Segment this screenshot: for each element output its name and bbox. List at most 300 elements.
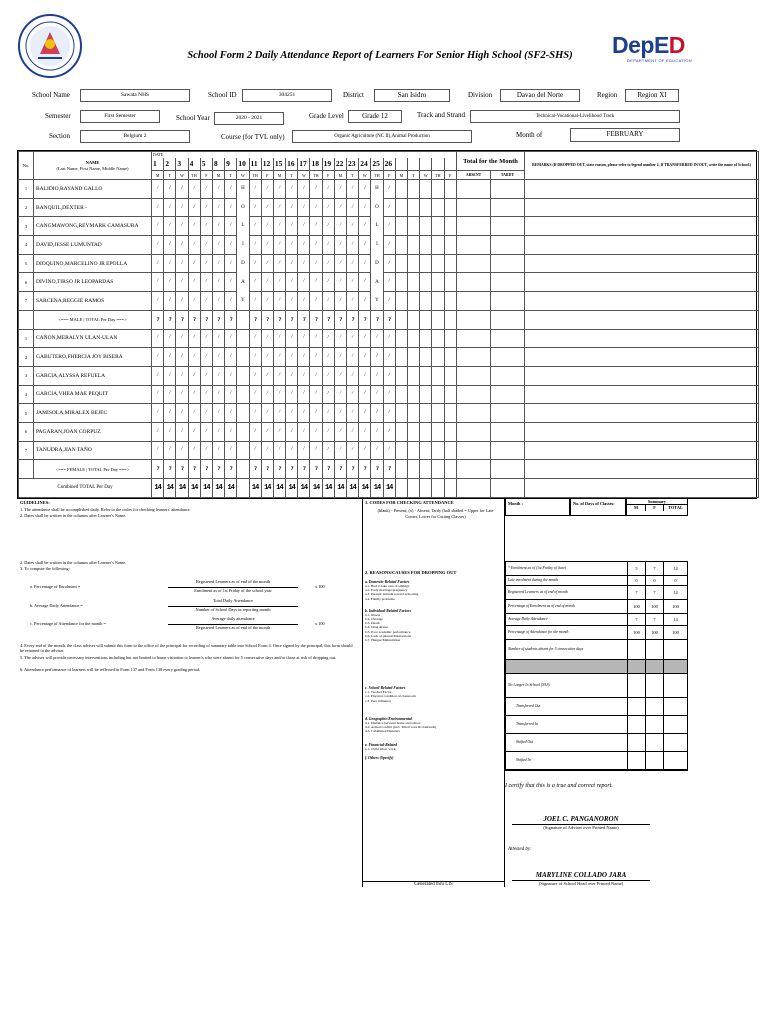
attendance-cell[interactable] xyxy=(407,422,419,441)
attendance-mark[interactable]: / xyxy=(212,254,224,273)
attendance-mark[interactable]: / xyxy=(152,348,164,367)
attendance-cell[interactable] xyxy=(395,180,407,199)
attendance-mark[interactable]: / xyxy=(298,180,310,199)
attendance-cell[interactable] xyxy=(420,404,432,423)
attendance-mark[interactable]: / xyxy=(225,292,237,311)
attendance-mark[interactable]: / xyxy=(347,422,359,441)
attendance-mark[interactable]: / xyxy=(188,198,200,217)
attendance-cell[interactable] xyxy=(432,385,444,404)
attendance-cell[interactable] xyxy=(432,273,444,292)
attendance-mark[interactable]: / xyxy=(334,422,346,441)
attendance-mark[interactable]: / xyxy=(359,348,371,367)
attendance-cell[interactable] xyxy=(432,217,444,236)
attendance-mark[interactable]: / xyxy=(322,422,334,441)
attendance-mark[interactable]: / xyxy=(383,180,395,199)
attendance-mark[interactable]: / xyxy=(359,273,371,292)
attendance-cell[interactable] xyxy=(395,441,407,460)
attendance-mark[interactable]: / xyxy=(164,254,176,273)
attendance-mark[interactable]: / xyxy=(225,441,237,460)
attendance-mark[interactable]: / xyxy=(261,198,273,217)
attendance-mark[interactable]: / xyxy=(334,329,346,348)
attendance-mark[interactable]: / xyxy=(176,254,188,273)
attendance-mark[interactable]: / xyxy=(310,236,322,255)
attendance-mark[interactable]: / xyxy=(334,180,346,199)
attendance-mark[interactable]: / xyxy=(359,236,371,255)
attendance-mark[interactable]: / xyxy=(347,404,359,423)
attendance-mark[interactable]: / xyxy=(383,404,395,423)
attendance-cell[interactable] xyxy=(432,348,444,367)
attendance-mark[interactable]: / xyxy=(164,292,176,311)
attendance-mark[interactable]: / xyxy=(383,273,395,292)
attendance-mark[interactable]: / xyxy=(298,292,310,311)
attendance-mark[interactable]: / xyxy=(261,329,273,348)
attendance-cell[interactable] xyxy=(444,198,457,217)
attendance-mark[interactable]: / xyxy=(371,366,383,385)
attendance-mark[interactable]: / xyxy=(347,254,359,273)
attendance-cell[interactable] xyxy=(444,385,457,404)
attendance-cell[interactable] xyxy=(432,441,444,460)
attendance-cell[interactable] xyxy=(395,348,407,367)
attendance-mark[interactable]: / xyxy=(359,292,371,311)
attendance-cell[interactable] xyxy=(395,422,407,441)
attendance-cell[interactable] xyxy=(432,292,444,311)
attendance-cell[interactable] xyxy=(237,329,249,348)
attendance-mark[interactable]: / xyxy=(371,385,383,404)
attendance-mark[interactable]: / xyxy=(298,217,310,236)
attendance-mark[interactable]: / xyxy=(359,329,371,348)
attendance-mark[interactable]: / xyxy=(310,366,322,385)
attendance-mark[interactable]: / xyxy=(249,348,261,367)
attendance-mark[interactable]: / xyxy=(176,292,188,311)
attendance-mark[interactable]: / xyxy=(273,329,285,348)
attendance-mark[interactable]: / xyxy=(310,180,322,199)
attendance-mark[interactable]: / xyxy=(347,366,359,385)
attendance-cell[interactable] xyxy=(407,366,419,385)
attendance-mark[interactable]: / xyxy=(225,236,237,255)
attendance-mark[interactable]: / xyxy=(298,198,310,217)
attendance-mark[interactable]: / xyxy=(164,385,176,404)
attendance-cell[interactable] xyxy=(444,404,457,423)
attendance-cell[interactable] xyxy=(395,236,407,255)
attendance-mark[interactable]: / xyxy=(383,422,395,441)
attendance-mark[interactable]: / xyxy=(273,292,285,311)
attendance-cell[interactable] xyxy=(444,254,457,273)
attendance-cell[interactable] xyxy=(444,217,457,236)
attendance-mark[interactable]: / xyxy=(347,198,359,217)
attendance-mark[interactable]: / xyxy=(371,441,383,460)
attendance-cell[interactable] xyxy=(407,217,419,236)
attendance-mark[interactable]: / xyxy=(322,329,334,348)
grade-level-field[interactable]: Grade 12 xyxy=(348,110,402,123)
attendance-mark[interactable]: / xyxy=(298,348,310,367)
attendance-mark[interactable]: / xyxy=(334,236,346,255)
attendance-mark[interactable]: / xyxy=(310,292,322,311)
attendance-mark[interactable]: / xyxy=(249,273,261,292)
attendance-mark[interactable]: / xyxy=(212,422,224,441)
attendance-mark[interactable]: / xyxy=(176,441,188,460)
attendance-mark[interactable]: / xyxy=(249,385,261,404)
attendance-cell[interactable] xyxy=(395,329,407,348)
attendance-mark[interactable]: / xyxy=(249,180,261,199)
attendance-mark[interactable]: / xyxy=(383,254,395,273)
attendance-mark[interactable]: / xyxy=(286,441,298,460)
remarks-cell[interactable] xyxy=(525,404,759,423)
attendance-mark[interactable]: / xyxy=(188,441,200,460)
section-field[interactable]: Belgium 2 xyxy=(80,130,190,143)
attendance-mark[interactable]: / xyxy=(212,217,224,236)
attendance-mark[interactable]: / xyxy=(286,366,298,385)
attendance-cell[interactable] xyxy=(237,422,249,441)
attendance-mark[interactable]: / xyxy=(298,236,310,255)
attendance-mark[interactable]: / xyxy=(200,441,212,460)
attendance-mark[interactable]: / xyxy=(200,404,212,423)
attendance-mark[interactable]: / xyxy=(164,366,176,385)
attendance-cell[interactable] xyxy=(407,404,419,423)
attendance-cell[interactable] xyxy=(432,366,444,385)
attendance-mark[interactable]: / xyxy=(188,348,200,367)
attendance-mark[interactable]: / xyxy=(212,385,224,404)
school-id-field[interactable]: 304251 xyxy=(242,89,332,102)
attendance-cell[interactable] xyxy=(432,254,444,273)
attendance-mark[interactable]: / xyxy=(249,254,261,273)
attendance-mark[interactable]: / xyxy=(225,422,237,441)
attendance-mark[interactable]: / xyxy=(261,292,273,311)
attendance-mark[interactable]: / xyxy=(298,385,310,404)
attendance-mark[interactable]: / xyxy=(200,217,212,236)
attendance-mark[interactable]: / xyxy=(200,273,212,292)
attendance-mark[interactable]: / xyxy=(152,329,164,348)
attendance-mark[interactable]: / xyxy=(334,198,346,217)
attendance-mark[interactable]: / xyxy=(310,441,322,460)
attendance-mark[interactable]: / xyxy=(298,441,310,460)
attendance-mark[interactable]: / xyxy=(286,236,298,255)
attendance-mark[interactable]: / xyxy=(371,404,383,423)
attendance-mark[interactable]: / xyxy=(200,236,212,255)
attendance-mark[interactable]: / xyxy=(322,441,334,460)
attendance-mark[interactable]: / xyxy=(334,254,346,273)
attendance-mark[interactable]: / xyxy=(286,254,298,273)
attendance-cell[interactable] xyxy=(395,217,407,236)
attendance-cell[interactable] xyxy=(420,385,432,404)
attendance-mark[interactable]: / xyxy=(273,385,285,404)
attendance-mark[interactable]: / xyxy=(176,180,188,199)
attendance-mark[interactable]: / xyxy=(225,404,237,423)
attendance-mark[interactable]: / xyxy=(249,404,261,423)
attendance-mark[interactable]: / xyxy=(322,198,334,217)
attendance-cell[interactable] xyxy=(395,404,407,423)
attendance-mark[interactable]: / xyxy=(322,385,334,404)
attendance-cell[interactable] xyxy=(407,441,419,460)
attendance-mark[interactable]: / xyxy=(383,366,395,385)
attendance-mark[interactable]: / xyxy=(347,236,359,255)
attendance-mark[interactable]: / xyxy=(359,198,371,217)
attendance-mark[interactable]: / xyxy=(212,236,224,255)
attendance-mark[interactable]: / xyxy=(176,329,188,348)
attendance-mark[interactable]: / xyxy=(347,180,359,199)
attendance-mark[interactable]: / xyxy=(176,217,188,236)
attendance-mark[interactable]: / xyxy=(225,348,237,367)
attendance-mark[interactable]: / xyxy=(298,366,310,385)
attendance-mark[interactable]: / xyxy=(188,273,200,292)
attendance-mark[interactable]: / xyxy=(273,348,285,367)
attendance-mark[interactable]: / xyxy=(310,198,322,217)
remarks-cell[interactable] xyxy=(525,385,759,404)
attendance-mark[interactable]: / xyxy=(261,441,273,460)
attendance-mark[interactable]: / xyxy=(383,441,395,460)
attendance-cell[interactable] xyxy=(420,348,432,367)
attendance-cell[interactable] xyxy=(420,254,432,273)
attendance-mark[interactable]: / xyxy=(334,217,346,236)
attendance-mark[interactable]: / xyxy=(310,422,322,441)
attendance-cell[interactable] xyxy=(237,404,249,423)
attendance-mark[interactable]: / xyxy=(286,348,298,367)
attendance-mark[interactable]: / xyxy=(322,366,334,385)
attendance-cell[interactable] xyxy=(407,329,419,348)
attendance-cell[interactable] xyxy=(395,292,407,311)
attendance-cell[interactable] xyxy=(432,404,444,423)
attendance-mark[interactable]: / xyxy=(383,236,395,255)
attendance-mark[interactable]: / xyxy=(310,385,322,404)
remarks-cell[interactable] xyxy=(525,273,759,292)
attendance-mark[interactable]: / xyxy=(249,236,261,255)
attendance-cell[interactable] xyxy=(420,236,432,255)
attendance-mark[interactable]: / xyxy=(164,348,176,367)
attendance-mark[interactable]: / xyxy=(200,292,212,311)
remarks-cell[interactable] xyxy=(525,180,759,199)
attendance-mark[interactable]: / xyxy=(261,180,273,199)
attendance-mark[interactable]: / xyxy=(164,217,176,236)
attendance-mark[interactable]: / xyxy=(176,366,188,385)
attendance-mark[interactable]: / xyxy=(322,404,334,423)
attendance-mark[interactable]: / xyxy=(383,329,395,348)
attendance-mark[interactable]: / xyxy=(188,404,200,423)
attendance-mark[interactable]: / xyxy=(188,329,200,348)
attendance-mark[interactable]: / xyxy=(152,254,164,273)
attendance-mark[interactable]: / xyxy=(212,366,224,385)
attendance-mark[interactable]: / xyxy=(261,217,273,236)
attendance-mark[interactable]: / xyxy=(322,292,334,311)
attendance-mark[interactable]: / xyxy=(188,366,200,385)
attendance-mark[interactable]: / xyxy=(152,198,164,217)
attendance-mark[interactable]: / xyxy=(164,422,176,441)
district-field[interactable]: San Isidro xyxy=(374,89,450,102)
school-year-field[interactable]: 2020 - 2021 xyxy=(214,112,284,125)
attendance-cell[interactable] xyxy=(407,385,419,404)
attendance-mark[interactable]: / xyxy=(212,348,224,367)
attendance-mark[interactable]: / xyxy=(249,441,261,460)
attendance-mark[interactable]: / xyxy=(249,292,261,311)
attendance-mark[interactable]: / xyxy=(298,329,310,348)
attendance-mark[interactable]: / xyxy=(261,236,273,255)
attendance-mark[interactable]: / xyxy=(188,385,200,404)
attendance-mark[interactable]: / xyxy=(334,385,346,404)
attendance-mark[interactable]: / xyxy=(200,198,212,217)
attendance-mark[interactable]: / xyxy=(164,198,176,217)
attendance-mark[interactable]: / xyxy=(152,273,164,292)
attendance-mark[interactable]: / xyxy=(286,180,298,199)
attendance-mark[interactable]: / xyxy=(286,329,298,348)
attendance-mark[interactable]: / xyxy=(286,292,298,311)
attendance-cell[interactable] xyxy=(444,329,457,348)
attendance-mark[interactable]: / xyxy=(310,217,322,236)
attendance-mark[interactable]: / xyxy=(322,217,334,236)
attendance-cell[interactable] xyxy=(432,422,444,441)
attendance-cell[interactable] xyxy=(237,366,249,385)
attendance-cell[interactable] xyxy=(407,180,419,199)
attendance-mark[interactable]: / xyxy=(261,254,273,273)
attendance-mark[interactable]: / xyxy=(249,422,261,441)
attendance-mark[interactable]: / xyxy=(286,385,298,404)
attendance-mark[interactable]: / xyxy=(310,404,322,423)
attendance-mark[interactable]: / xyxy=(152,366,164,385)
division-field[interactable]: Davao del Norte xyxy=(500,89,580,102)
attendance-mark[interactable]: / xyxy=(200,366,212,385)
attendance-mark[interactable]: / xyxy=(188,254,200,273)
attendance-mark[interactable]: / xyxy=(286,217,298,236)
attendance-mark[interactable]: / xyxy=(188,217,200,236)
attendance-cell[interactable] xyxy=(444,236,457,255)
attendance-mark[interactable]: / xyxy=(322,180,334,199)
attendance-mark[interactable]: / xyxy=(188,236,200,255)
attendance-mark[interactable]: / xyxy=(273,404,285,423)
attendance-mark[interactable]: / xyxy=(298,273,310,292)
remarks-cell[interactable] xyxy=(525,348,759,367)
attendance-mark[interactable]: / xyxy=(383,385,395,404)
remarks-cell[interactable] xyxy=(525,366,759,385)
attendance-mark[interactable]: / xyxy=(212,180,224,199)
attendance-cell[interactable] xyxy=(444,422,457,441)
attendance-mark[interactable]: / xyxy=(176,385,188,404)
attendance-mark[interactable]: / xyxy=(152,217,164,236)
attendance-mark[interactable]: / xyxy=(286,404,298,423)
track-field[interactable]: Technical-Vocational-Livelihood Track xyxy=(470,110,680,123)
remarks-cell[interactable] xyxy=(525,254,759,273)
attendance-mark[interactable]: / xyxy=(164,404,176,423)
remarks-cell[interactable] xyxy=(525,422,759,441)
attendance-mark[interactable]: / xyxy=(286,198,298,217)
attendance-mark[interactable]: / xyxy=(249,217,261,236)
course-field[interactable]: Organic Agriculture (NC II),Animal Production xyxy=(292,130,472,143)
attendance-cell[interactable] xyxy=(407,254,419,273)
attendance-mark[interactable]: / xyxy=(152,180,164,199)
attendance-mark[interactable]: / xyxy=(212,329,224,348)
attendance-mark[interactable]: / xyxy=(225,273,237,292)
attendance-mark[interactable]: / xyxy=(359,404,371,423)
remarks-cell[interactable] xyxy=(525,217,759,236)
attendance-mark[interactable]: / xyxy=(334,366,346,385)
attendance-mark[interactable]: / xyxy=(176,422,188,441)
attendance-mark[interactable]: / xyxy=(359,422,371,441)
attendance-mark[interactable]: / xyxy=(347,292,359,311)
attendance-mark[interactable]: / xyxy=(261,385,273,404)
attendance-mark[interactable]: / xyxy=(200,422,212,441)
attendance-mark[interactable]: / xyxy=(200,348,212,367)
attendance-cell[interactable] xyxy=(444,292,457,311)
attendance-mark[interactable]: / xyxy=(322,254,334,273)
attendance-mark[interactable]: / xyxy=(347,441,359,460)
attendance-mark[interactable]: / xyxy=(334,441,346,460)
attendance-mark[interactable]: / xyxy=(310,329,322,348)
attendance-cell[interactable] xyxy=(420,366,432,385)
attendance-mark[interactable]: / xyxy=(347,329,359,348)
attendance-mark[interactable]: / xyxy=(164,329,176,348)
attendance-mark[interactable]: / xyxy=(261,422,273,441)
remarks-cell[interactable] xyxy=(525,198,759,217)
attendance-mark[interactable]: / xyxy=(298,254,310,273)
attendance-cell[interactable] xyxy=(407,292,419,311)
attendance-mark[interactable]: / xyxy=(188,180,200,199)
attendance-cell[interactable] xyxy=(432,236,444,255)
attendance-mark[interactable]: / xyxy=(310,348,322,367)
attendance-mark[interactable]: / xyxy=(200,254,212,273)
attendance-mark[interactable]: / xyxy=(347,348,359,367)
attendance-mark[interactable]: / xyxy=(200,329,212,348)
attendance-mark[interactable]: / xyxy=(310,273,322,292)
attendance-mark[interactable]: / xyxy=(152,236,164,255)
attendance-mark[interactable]: / xyxy=(273,441,285,460)
attendance-mark[interactable]: / xyxy=(359,180,371,199)
attendance-mark[interactable]: / xyxy=(249,366,261,385)
remarks-cell[interactable] xyxy=(525,292,759,311)
attendance-cell[interactable] xyxy=(237,441,249,460)
attendance-cell[interactable] xyxy=(444,441,457,460)
attendance-cell[interactable] xyxy=(407,348,419,367)
attendance-mark[interactable]: / xyxy=(225,254,237,273)
attendance-cell[interactable] xyxy=(444,273,457,292)
attendance-mark[interactable]: / xyxy=(249,329,261,348)
attendance-mark[interactable]: / xyxy=(347,273,359,292)
attendance-cell[interactable] xyxy=(407,198,419,217)
attendance-mark[interactable]: / xyxy=(176,273,188,292)
attendance-mark[interactable]: / xyxy=(188,422,200,441)
attendance-mark[interactable]: / xyxy=(212,198,224,217)
attendance-cell[interactable] xyxy=(420,180,432,199)
attendance-mark[interactable]: / xyxy=(176,404,188,423)
attendance-mark[interactable]: / xyxy=(383,292,395,311)
attendance-mark[interactable]: / xyxy=(273,422,285,441)
attendance-mark[interactable]: / xyxy=(261,348,273,367)
attendance-cell[interactable] xyxy=(420,329,432,348)
attendance-mark[interactable]: / xyxy=(359,366,371,385)
attendance-cell[interactable] xyxy=(444,180,457,199)
attendance-mark[interactable]: / xyxy=(164,236,176,255)
attendance-mark[interactable]: / xyxy=(212,273,224,292)
attendance-mark[interactable]: / xyxy=(152,404,164,423)
attendance-cell[interactable] xyxy=(395,198,407,217)
attendance-mark[interactable]: / xyxy=(334,292,346,311)
attendance-mark[interactable]: / xyxy=(152,441,164,460)
attendance-mark[interactable]: / xyxy=(225,385,237,404)
attendance-cell[interactable] xyxy=(420,292,432,311)
attendance-mark[interactable]: / xyxy=(286,422,298,441)
attendance-mark[interactable]: / xyxy=(371,329,383,348)
attendance-cell[interactable] xyxy=(444,348,457,367)
attendance-mark[interactable]: / xyxy=(164,273,176,292)
attendance-mark[interactable]: / xyxy=(225,329,237,348)
attendance-cell[interactable] xyxy=(407,236,419,255)
attendance-mark[interactable]: / xyxy=(298,422,310,441)
attendance-cell[interactable] xyxy=(444,366,457,385)
attendance-mark[interactable]: / xyxy=(164,441,176,460)
attendance-mark[interactable]: / xyxy=(200,180,212,199)
remarks-cell[interactable] xyxy=(525,329,759,348)
attendance-mark[interactable]: / xyxy=(383,217,395,236)
attendance-mark[interactable]: / xyxy=(225,217,237,236)
attendance-cell[interactable] xyxy=(395,385,407,404)
attendance-cell[interactable] xyxy=(432,198,444,217)
attendance-mark[interactable]: / xyxy=(176,198,188,217)
attendance-cell[interactable] xyxy=(407,273,419,292)
